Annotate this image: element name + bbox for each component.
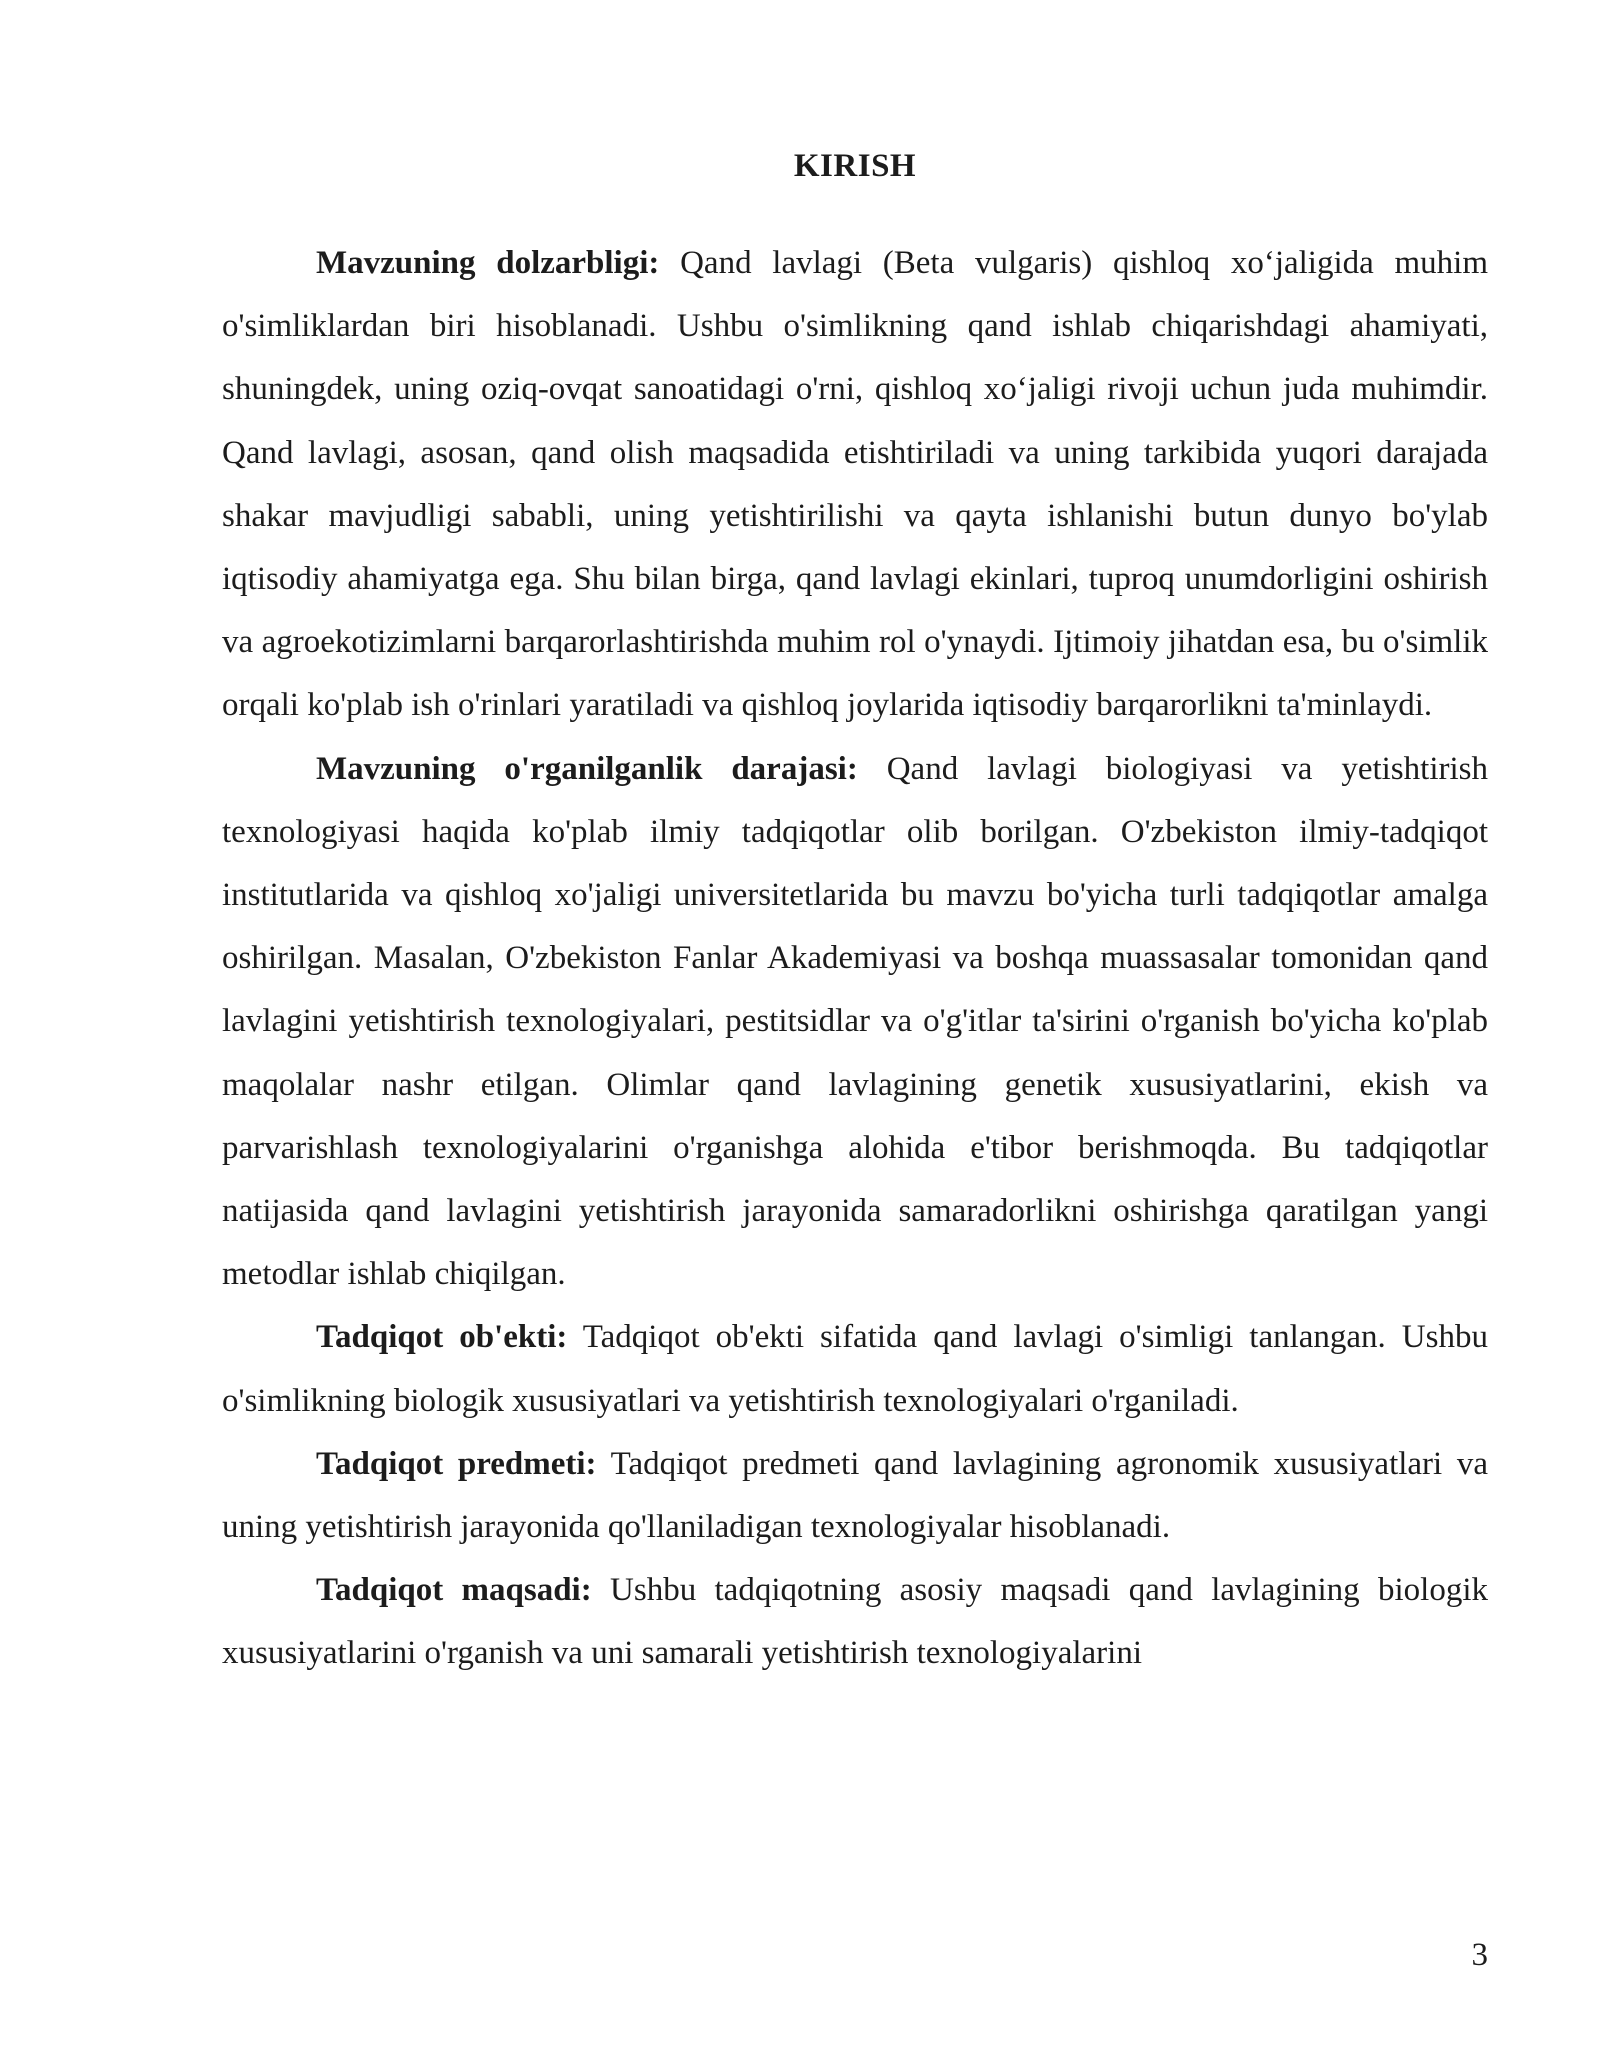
paragraph-text: Tadqiqot predmeti qand lavlagining agronomik xususiyatlari va uning yetishtirish jarayonida qo'llaniladigan texnologiyalar hisoblanadi.: [222, 1445, 1489, 1546]
page-title: KIRISH: [793, 148, 917, 184]
paragraph-lead: Mavzuning o'rganilganlik darajasi:: [316, 750, 858, 787]
paragraph-text: Qand lavlagi biologiyasi va yetishtirish texnologiyasi haqida ko'plab ilmiy tadqiqotlar olib borilgan. O'zbekiston ilmiy-tadqiqot institutlarida va qishloq xo'jaligi universitetlarida bu mavzu bo'yicha turli tadqiqotlar amalga oshirilgan. Masalan, O'zbekiston Fanlar Akademiyasi va boshqa muassasalar tomonidan qand lavlagini yetishtirish texnologiyalari, pestitsidlar va o'g'itlar ta'sirini o'rganish bo'yicha ko'plab maqolalar nashr etilgan. Olimlar qand lavlagining genetik xususiyatlarini, ekish va parvarishlash texnologiyalarini o'rganishga alohida e'tibor berishmoqda. Bu tadqiqotlar natijasida qand lavlagini yetishtirish jarayonida samaradorlikni oshirishga qaratilgan yangi metodlar ishlab chiqilgan.: [222, 750, 1488, 1293]
page-number: 3: [1471, 1937, 1488, 1973]
paragraph-study-level: [222, 738, 1488, 1307]
paragraph-relevance: [222, 232, 1488, 738]
body-text: [222, 232, 1488, 1686]
paragraph-text: Tadqiqot ob'ekti sifatida qand lavlagi o'simligi tanlangan. Ushbu o'simlikning biologik xususiyatlari va yetishtirish texnologiyalari o'rganiladi.: [222, 1319, 1488, 1419]
paragraph-research-subject: [222, 1433, 1488, 1559]
paragraph-text: Qand lavlagi (Beta vulgaris) qishloq xo‘jaligida muhim o'simliklardan biri hisoblanadi. Ushbu o'simlikning qand ishlab chiqarishdagi ahamiyati, shuningdek, uning oziq-ovqat sanoatidagi o'rni, qishloq xo‘jaligi rivoji uchun juda muhimdir. Qand lavlagi, asosan, qand olish maqsadida etishtiriladi va uning tarkibida yuqori darajada shakar mavjudligi sababli, uning yetishtirilishi va qayta ishlanishi butun dunyo bo'ylab iqtisodiy ahamiyatga ega. Shu bilan birga, qand lavlagi ekinlari, tuproq unumdorligini oshirish va agroekotizimlarni barqarorlashtirishda muhim rol o'ynaydi. Ijtimoiy jihatdan esa, bu o'simlik orqali ko'plab ish o'rinlari yaratiladi va qishloq joylarida iqtisodiy barqarorlikni ta'minlaydi.: [222, 245, 1488, 724]
paragraph-lead: Tadqiqot predmeti:: [316, 1445, 597, 1482]
paragraph-lead: Mavzuning dolzarbligi:: [316, 245, 660, 281]
paragraph-lead: Tadqiqot maqsadi:: [316, 1572, 592, 1609]
paragraph-text: Ushbu tadqiqotning asosiy maqsadi qand lavlagining biologik xususiyatlarini o'rganish va uni samarali yetishtirish texnologiyalarini: [222, 1572, 1488, 1672]
paragraph-research-object: [222, 1306, 1488, 1432]
paragraph-lead: Tadqiqot ob'ekti:: [316, 1319, 568, 1356]
paragraph-research-goal: [222, 1559, 1488, 1685]
